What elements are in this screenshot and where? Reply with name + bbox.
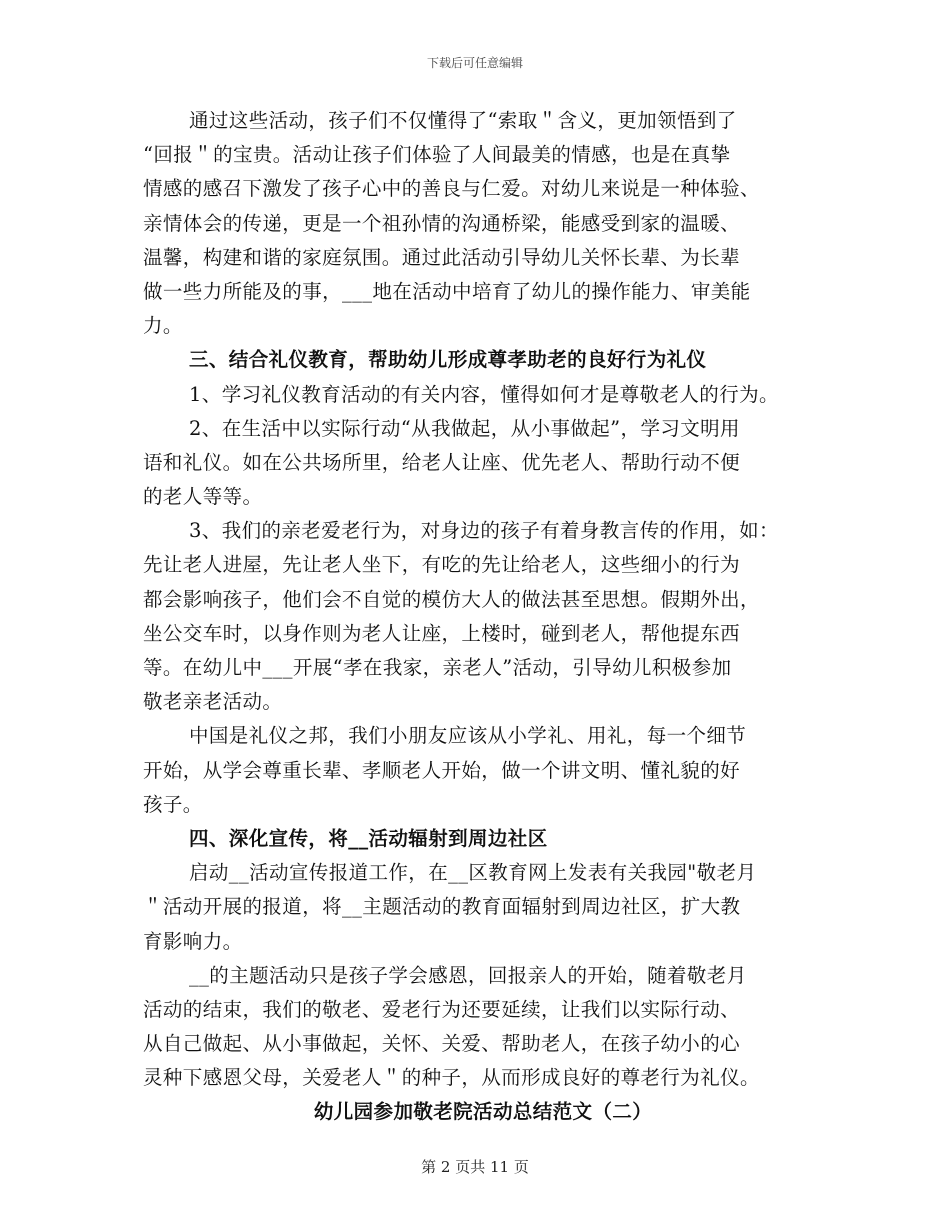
body-line: 的老人等等。 (143, 485, 263, 509)
body-line: 3、我们的亲老爱老行为，对身边的孩子有着身教言传的作用，如： (189, 519, 779, 543)
body-line: 坐公交车时，以身作则为老人让座，上楼时，碰到老人，帮他提东西 (143, 621, 741, 645)
body-line: “回报＂的宝贵。活动让孩子们体验了人间最美的情感，也是在真挚 (143, 143, 731, 167)
body-line: 开始，从学会尊重长辈、孝顺老人开始，做一个讲文明、懂礼貌的好 (143, 758, 741, 782)
body-line: 孩子。 (143, 792, 203, 816)
body-line: 启动__活动宣传报道工作，在__区教育网上发表有关我园"敬老月 (189, 861, 757, 885)
document-body (143, 104, 823, 1130)
body-line: 中国是礼仪之邦，我们小朋友应该从小学礼、用礼，每一个细节 (189, 724, 747, 748)
body-line: 力。 (143, 314, 183, 338)
body-line: 2、在生活中以实际行动“从我做起，从小事做起”，学习文明用 (189, 416, 740, 440)
document-subtitle: 幼儿园参加敬老院活动总结范文（二） (313, 1100, 653, 1124)
body-line: 灵种下感恩父母，关爱老人＂的种子，从而形成良好的尊老行为礼仪。 (143, 1066, 760, 1090)
body-line: 做一些力所能及的事，___地在活动中培育了幼儿的操作能力、审美能 (143, 279, 751, 303)
section-heading-3: 三、结合礼仪教育，帮助幼儿形成尊孝助老的良好行为礼仪 (189, 348, 707, 372)
body-line: 先让老人进屋，先让老人坐下，有吃的先让给老人，这些细小的行为 (143, 553, 741, 577)
body-line: 等。在幼儿中___开展“孝在我家，亲老人”活动，引导幼儿积极参加 (143, 656, 732, 679)
body-line: 从自己做起、从小事做起，关怀、关爱、帮助老人，在孩子幼小的心 (143, 1032, 741, 1056)
body-line: 都会影响孩子，他们会不自觉的模仿大人的做法甚至思想。假期外出， (143, 587, 760, 611)
body-line: 育影响力。 (143, 929, 243, 953)
body-line: 敬老亲老活动。 (143, 690, 283, 714)
section-heading-4: 四、深化宣传，将__活动辐射到周边社区 (189, 826, 548, 850)
body-line: 通过这些活动，孩子们不仅懂得了“索取＂含义，更加领悟到了 (189, 109, 737, 132)
page-header-note: 下载后可任意编辑 (426, 56, 523, 70)
body-line: 亲情体会的传递，更是一个祖孙情的沟通桥梁，能感受到家的温暖、 (143, 211, 741, 235)
body-line: 活动的结束，我们的敬老、爱老行为还要延续，让我们以实际行动、 (143, 997, 741, 1021)
page-footer: 第 2 页共 11 页 (421, 1158, 529, 1176)
body-line: __的主题活动只是孩子学会感恩，回报亲人的开始，随着敬老月 (189, 963, 747, 987)
body-line: 情感的感召下激发了孩子心中的善良与仁爱。对幼儿来说是一种体验、 (143, 177, 760, 201)
body-line: 1、学习礼仪教育活动的有关内容，懂得如何才是尊敬老人的行为。 (189, 382, 779, 406)
body-line: 温馨，构建和谐的家庭氛围。通过此活动引导幼儿关怀长辈、为长辈 (143, 245, 741, 269)
body-line: ＂活动开展的报道，将__主题活动的教育面辐射到周边社区，扩大教 (143, 895, 741, 919)
body-line: 语和礼仪。如在公共场所里，给老人让座、优先老人、帮助行动不便 (143, 450, 741, 474)
